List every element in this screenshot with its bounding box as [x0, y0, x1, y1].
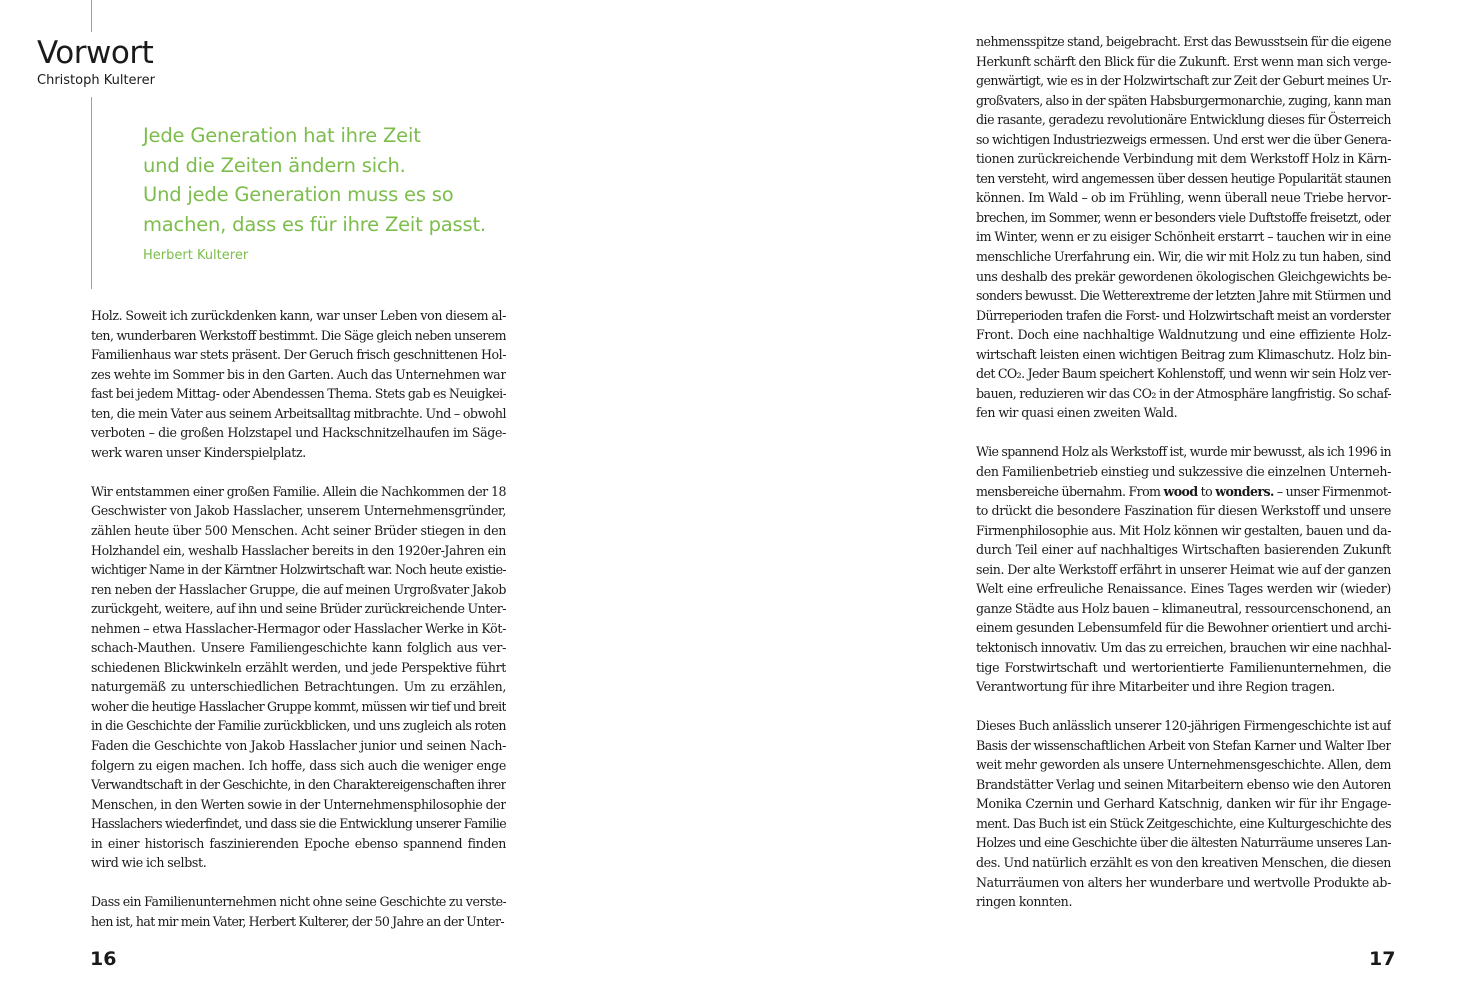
- text-line: Dieses Buch anlässlich unserer 120-jährigen Firmengeschichte ist auf: [976, 718, 1391, 734]
- text-line: zes wehte im Sommer bis in den Garten. Auch das Unternehmen war: [91, 366, 506, 382]
- text-line: tige Forstwirtschaft und wertorientierte Familienunternehmen, die: [976, 659, 1391, 675]
- text-line: ten, die mein Vater aus seinem Arbeitsalltag mitbrachte. Und – obwohl: [91, 405, 506, 421]
- text-line: mensbereiche übernahm. From wood to wonders. – unser Firmenmot-: [976, 483, 1391, 499]
- quote-attribution: Herbert Kulterer: [143, 248, 249, 263]
- text-line: tionen zurückreichende Verbindung mit dem Werkstoff Holz in Kärn-: [976, 151, 1391, 167]
- text-line: to drückt die besondere Faszination für diesen Werkstoff und unsere: [976, 503, 1391, 519]
- text-line: Holzes und eine Geschichte über die ältesten Naturräume unseres Lan-: [976, 835, 1391, 851]
- paragraph-gap: [976, 423, 1391, 443]
- text-line: det CO₂. Jeder Baum speichert Kohlenstoff, und wenn wir sein Holz ver-: [976, 366, 1391, 382]
- text-line: so wichtigen Industriezweigs ermessen. Und erst wer die über Genera-: [976, 131, 1391, 147]
- text-line: menschliche Urerfahrung ein. Wir, die wir mit Holz zu tun haben, sind: [976, 249, 1391, 265]
- text-line: den Familienbetrieb einstieg und sukzessive die einzelnen Unterneh-: [976, 464, 1391, 480]
- text-line: Geschwister von Jakob Hasslacher, unserem Unternehmensgründer,: [91, 503, 506, 519]
- text-line: ten, wunderbaren Werkstoff bestimmt. Die Säge gleich neben unserem: [91, 327, 506, 343]
- text-line: zurückgeht, weitere, auf ihn und seine Brüder zurückreichende Unter-: [91, 601, 506, 617]
- text-line: brechen, im Sommer, wenn er besonders viele Duftstoffe freisetzt, oder: [976, 209, 1391, 225]
- text-line: Verwandtschaft in der Geschichte, in den Charaktereigenschaften ihrer: [91, 777, 506, 793]
- text-line: ganze Städte aus Holz bauen – klimaneutral, ressourcenschonend, an: [976, 600, 1391, 616]
- text-line: zählen heute über 500 Menschen. Acht seiner Brüder stiegen in den: [91, 523, 506, 539]
- text-line: Firmenphilosophie aus. Mit Holz können wir gestalten, bauen und da-: [976, 522, 1391, 538]
- text-line: Basis der wissenschaftlichen Arbeit von Stefan Karner und Walter Iber: [976, 737, 1391, 753]
- text-line: weit mehr geworden als unsere Unternehmensgeschichte. Allen, dem: [976, 757, 1391, 773]
- text-line: im Winter, wenn er zu eisiger Schönheit erstarrt – tauchen wir in eine: [976, 229, 1391, 245]
- text-line: verboten – die großen Holzstapel und Hackschnitzelhaufen im Säge-: [91, 425, 506, 441]
- text-line: nehmen – etwa Hasslacher-Hermagor oder Hasslacher Werke in Köt-: [91, 620, 506, 636]
- text-line: Herkunft schärft den Blick für die Zukunft. Erst wenn man sich verge-: [976, 53, 1391, 69]
- text-line: tektonisch innovativ. Um das zu erreichen, brauchen wir eine nachhal-: [976, 639, 1391, 655]
- quote-line: und die Zeiten ändern sich.: [143, 153, 406, 177]
- text-line: die rasante, geradezu revolutionäre Entwicklung dieses für Österreich: [976, 112, 1391, 128]
- quote-line: Jede Generation hat ihre Zeit: [143, 124, 421, 147]
- text-line: wirtschaft leisten einen wichtigen Beitrag zum Klimaschutz. Holz bin-: [976, 346, 1391, 362]
- paragraph-gap: [91, 462, 506, 482]
- text-line: folgern zu eigen machen. Ich hoffe, dass sich auch die weniger enge: [91, 757, 506, 773]
- text-line: Familienhaus war stets präsent. Der Geruch frisch geschnittenen Hol-: [91, 347, 506, 363]
- text-line: fen wir quasi einen zweiten Wald.: [976, 405, 1178, 421]
- text-line: ringen konnten.: [976, 894, 1073, 910]
- motto-emphasis: wonders.: [1215, 483, 1274, 499]
- page-number-left: 16: [90, 948, 117, 970]
- text-line: Welt eine erfreuliche Renaissance. Eines Tages werden wir (wieder): [976, 581, 1391, 597]
- text-line: uns deshalb des prekär gewordenen ökologischen Gleichgewichts be-: [976, 268, 1391, 284]
- text-line: ren neben der Hasslacher Gruppe, die auf meinen Urgroßvater Jakob: [91, 581, 506, 597]
- text-line: in einer historisch faszinierenden Epoche ebenso spannend finden: [91, 835, 506, 851]
- text-line: naturgemäß zu unterschiedlichen Betrachtungen. Um zu erzählen,: [91, 679, 506, 695]
- quote-rule: [91, 97, 92, 289]
- text-line: genwärtigt, wie es in der Holzwirtschaft zur Zeit der Geburt meines Ur-: [976, 73, 1391, 89]
- page-number-right: 17: [1369, 948, 1396, 970]
- text-line: Monika Czernin und Gerhard Katschnig, danken wir für ihr Engage-: [976, 796, 1391, 812]
- text-line: schiedenen Blickwinkeln erzählt werden, und jede Perspektive führt: [91, 659, 506, 675]
- text-line: sein. Der alte Werkstoff erfährt in unserer Heimat wie auf der ganzen: [976, 561, 1391, 577]
- paragraph-gap: [976, 697, 1391, 717]
- text-line: Wie spannend Holz als Werkstoff ist, wurde mir bewusst, als ich 1996 in: [976, 444, 1391, 460]
- text-line: wichtiger Name in der Kärntner Holzwirtschaft war. Noch heute existie-: [91, 562, 506, 578]
- text-line: einem gesunden Lebensumfeld für die Bewohner orientiert und archi-: [976, 620, 1391, 636]
- text-line: hen ist, hat mir mein Vater, Herbert Kulterer, der 50 Jahre an der Unter-: [91, 913, 505, 929]
- text-line: sonders bewusst. Die Wetterextreme der letzten Jahre mit Stürmen und: [976, 288, 1391, 304]
- text-line: Wir entstammen einer großen Familie. Allein die Nachkommen der 18: [91, 483, 506, 499]
- text-line: können. Im Wald – ob im Frühling, wenn überall neue Triebe hervor-: [976, 190, 1391, 206]
- text-line: schach-Mauthen. Unsere Familiengeschichte kann folglich aus ver-: [91, 640, 506, 656]
- text-line: woher die heutige Hasslacher Gruppe kommt, müssen wir tief und breit: [91, 698, 506, 714]
- text-line: wird wie ich selbst.: [91, 855, 207, 871]
- paragraph-gap: [91, 873, 506, 893]
- text-line: fast bei jedem Mittag- oder Abendessen Thema. Stets gab es Neuigkei-: [91, 386, 506, 402]
- text-line: des. Und natürlich erzählt es von den kreativen Menschen, die diesen: [976, 854, 1391, 870]
- text-line: Verantwortung für ihre Mitarbeiter und ihre Region tragen.: [976, 679, 1335, 695]
- text-line: Menschen, in den Werten sowie in der Unternehmensphilosophie der: [91, 796, 506, 812]
- author-name: Christoph Kulterer: [37, 73, 155, 88]
- text-line: in die Geschichte der Familie zurückblicken, und uns zugleich als roten: [91, 718, 506, 734]
- top-rule: [91, 0, 92, 32]
- text-line: Faden die Geschichte von Jakob Hasslacher junior und seinen Nach-: [91, 738, 506, 754]
- left-text-column: [91, 306, 506, 932]
- text-line: bauen, reduzieren wir das CO₂ in der Atmosphäre langfristig. So schaf-: [976, 385, 1391, 401]
- text-line: Brandstätter Verlag und seinen Mitarbeitern ebenso wie den Autoren: [976, 776, 1391, 792]
- page-title: Vorwort: [37, 35, 154, 71]
- text-line: Holzhandel ein, weshalb Hasslacher bereits in den 1920er-Jahren ein: [91, 542, 506, 558]
- text-line: Front. Doch eine nachhaltige Waldnutzung und eine effiziente Holz-: [976, 327, 1391, 343]
- text-line: Dürreperioden trafen die Forst- und Holzwirtschaft meist an vorderster: [976, 307, 1391, 323]
- text-line: großvaters, also in der späten Habsburgermonarchie, zuging, kann man: [976, 92, 1391, 108]
- text-line: ten versteht, wird angemessen über dessen heutige Popularität staunen: [976, 170, 1391, 186]
- text-line: ment. Das Buch ist ein Stück Zeitgeschichte, eine Kulturgeschichte des: [976, 815, 1391, 831]
- text-line: nehmensspitze stand, beigebracht. Erst das Bewusstsein für die eigene: [976, 34, 1391, 49]
- right-text-column: [976, 32, 1391, 912]
- text-line: Dass ein Familienunternehmen nicht ohne seine Geschichte zu verste-: [91, 894, 506, 910]
- quote-line: Und jede Generation muss es so: [143, 183, 454, 206]
- motto-emphasis: wood: [1163, 483, 1198, 499]
- text-line: durch Teil einer auf nachhaltiges Wirtschaften basierenden Zukunft: [976, 542, 1391, 558]
- quote-line: machen, dass es für ihre Zeit passt.: [143, 212, 486, 236]
- text-line: werk waren unser Kinderspielplatz.: [91, 444, 306, 460]
- text-line: Naturräumen von alters her wunderbare und wertvolle Produkte ab-: [976, 874, 1391, 890]
- text-line: Holz. Soweit ich zurückdenken kann, war unser Leben von diesem al-: [91, 308, 506, 323]
- epigraph: [143, 121, 543, 265]
- text-line: Hasslachers wiederfindet, und dass sie die Entwicklung unserer Familie: [91, 816, 506, 832]
